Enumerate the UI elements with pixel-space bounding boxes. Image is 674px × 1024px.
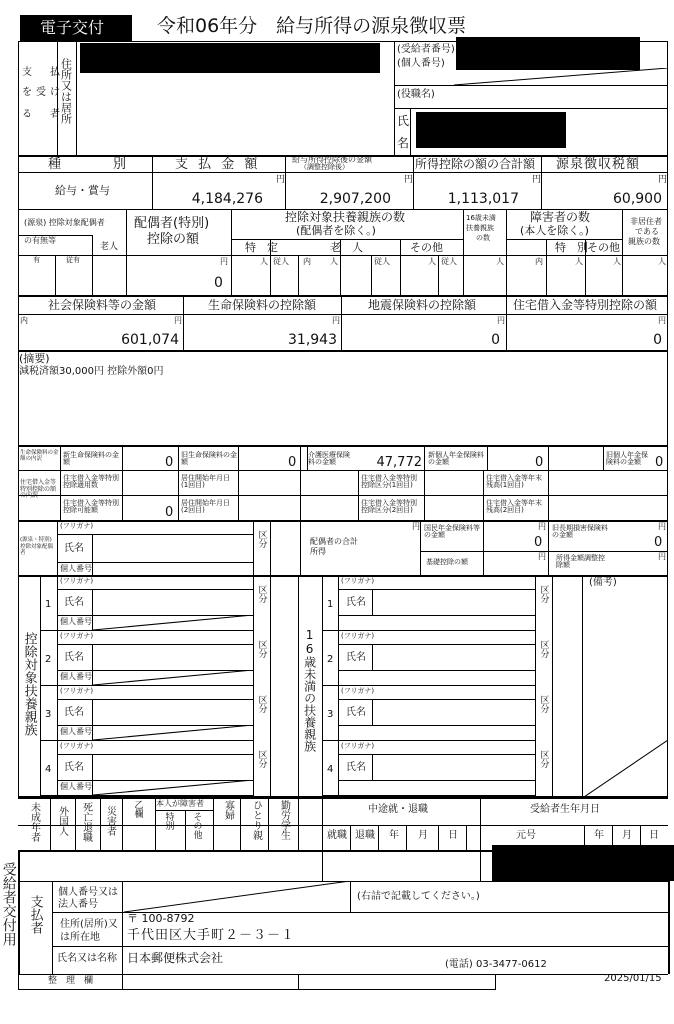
dep-right-name: 氏名 [346, 597, 366, 608]
payer-name-label: 氏名又は名称 [57, 953, 117, 964]
dep-title: 控除対象扶養親族の数 [285, 210, 406, 224]
spouse-block-label: (源泉・特別)控除対象配偶者 [20, 537, 54, 557]
badge-text: 電子交付 [40, 18, 105, 37]
payer-no-note: (右詰で記載してください。) [357, 891, 480, 902]
housing-type2-label: 住宅借入金等特別控除区分(2回目) [361, 499, 417, 514]
social-insurance-amount: 601,074 [121, 332, 179, 348]
yen-2: 円 [404, 175, 414, 185]
bottom-col-1: 外国人 [56, 806, 68, 836]
redacted-address [80, 43, 380, 73]
dep-elderly: 老 人 [330, 241, 363, 254]
disabled-sub: (本人を除く。) [520, 224, 589, 237]
housing-start2-label: 居住開始年月日(2回目) [181, 499, 230, 514]
basic-deduction-label: 基礎控除の額 [426, 558, 468, 566]
payee-label-2: を受け [22, 87, 64, 98]
dep-left-furigana: (フリガナ) [60, 632, 94, 640]
strike-line-2 [124, 881, 350, 912]
redacted-personal-no [456, 37, 640, 70]
under16-3: の数 [476, 234, 490, 242]
dep-left-name: 氏名 [64, 762, 84, 773]
spouse-yes: 有 [33, 256, 40, 264]
header-after-deduction-sub: （調整控除後） [300, 163, 349, 171]
uchi-1: 内 [303, 257, 311, 266]
dependents-right-label: 16歳未満の扶養親族 [302, 628, 317, 752]
dep-right-kubun: 区分 [538, 750, 549, 768]
dep-left-kubun: 区分 [256, 640, 267, 658]
nin-4: 人 [496, 257, 504, 266]
redacted-name [416, 112, 566, 148]
bottom-col-3: 災害者 [104, 806, 116, 836]
dep-right-kubun: 区分 [538, 640, 549, 658]
dep-left-num: 4 [45, 764, 52, 775]
notes-strike [584, 740, 668, 797]
adjust-yen: 円 [658, 552, 666, 561]
spouse-kubun: 区分 [256, 530, 267, 548]
page-title: 令和06年分 給与所得の源泉徴収票 [157, 15, 467, 37]
dep-left-num: 1 [45, 599, 52, 610]
birth-col-2: 月 [622, 830, 632, 841]
housing-type1-label: 住宅借入金等特別控除区分(1回目) [361, 474, 417, 489]
dep-left-name: 氏名 [64, 707, 84, 718]
dep-right-name: 氏名 [346, 707, 366, 718]
strike-line [454, 68, 668, 86]
dep-sub: (配偶者を除く。) [296, 224, 376, 237]
dep-left-name: 氏名 [64, 597, 84, 608]
payee-address-label: 住所又は居所 [59, 58, 73, 124]
new-pension-value: 0 [535, 455, 544, 470]
old-life-label: 旧生命保険料の金額 [181, 451, 237, 466]
ins-yen-3: 円 [497, 316, 505, 325]
issue-date: 2025/01/15 [604, 973, 662, 984]
housing-breakdown-label: 住宅借入金等特別控除の額の内訳 [20, 479, 57, 500]
dep-left-num: 3 [45, 709, 52, 720]
spouse-furigana: (フリガナ) [60, 522, 94, 530]
new-pension-label: 新個人年金保険料の金額 [428, 451, 484, 466]
payer-label: 支払者 [27, 895, 43, 934]
dep-left-kubun: 区分 [256, 750, 267, 768]
housing-possible-value: 0 [165, 505, 174, 520]
bottom-col-6: 特別 [163, 812, 174, 830]
dep-right-furigana: (フリガナ) [341, 632, 375, 640]
care-label: 介護医療保険料の金額 [308, 451, 350, 466]
bottom-col-8: 寡婦 [222, 800, 234, 820]
dep-left-furigana: (フリガナ) [60, 687, 94, 695]
dependents-left-label: 控除対象扶養親族 [21, 632, 37, 736]
spouse-h1: (源泉) 控除対象配偶者 [24, 218, 105, 227]
dep-right-furigana: (フリガナ) [341, 742, 375, 750]
payee-label-3: る 者 [22, 109, 64, 120]
dep-right-name: 氏名 [346, 652, 366, 663]
bottom-col-5: 本人が障害者 [156, 799, 204, 808]
spouse-income-label: 配偶者の合計所得 [310, 537, 358, 557]
header-withholding: 源泉徴収税額 [556, 157, 641, 172]
dep-right-num: 2 [327, 654, 334, 665]
nin-7: 人 [658, 257, 666, 266]
dep-left-kubun: 区分 [256, 585, 267, 603]
header-after-deduction: 給与所得控除後の金額 [292, 155, 372, 164]
dep-strike [93, 780, 253, 795]
under16-1: 16歳未満 [466, 214, 496, 222]
kind-value: 給与・賞与 [55, 184, 110, 197]
disabled-other: その他 [587, 241, 620, 254]
birth-col-3: 日 [649, 830, 659, 841]
yen-4: 円 [658, 175, 668, 185]
under16-2: 扶養親族 [466, 224, 494, 232]
basic-yen: 円 [538, 552, 546, 561]
dep-other: その他 [410, 241, 443, 254]
life-breakdown-label: 生命保険料の金額の内訳 [20, 450, 59, 463]
housing-count-label: 住宅借入金等特別控除適用数 [63, 474, 119, 489]
header-kind: 種 別 [48, 157, 127, 172]
total-deduction-amount: 1,113,017 [447, 191, 519, 207]
personal-no-label: (個人番号) [397, 58, 445, 69]
dep-left-num: 2 [45, 654, 52, 665]
bottom-col-2: 死亡退職 [80, 802, 92, 842]
dep-right-furigana: (フリガナ) [341, 577, 375, 585]
position-label: (役職名) [397, 89, 435, 100]
nin-3: 人 [428, 257, 436, 266]
spouse-h4: 配偶者(特別) [134, 216, 210, 231]
dep-left-personal: 個人番号 [60, 782, 92, 791]
ins-yen-2: 円 [332, 316, 340, 325]
nonres-2: である [635, 227, 659, 236]
ins-h1: 社会保険料等の金額 [48, 298, 157, 312]
old-long-value: 0 [654, 535, 663, 550]
payer-postal: 〒 100-8792 [127, 912, 195, 925]
spouse-no: 従有 [66, 256, 80, 264]
payer-name: 日本郵便株式会社 [127, 951, 224, 965]
payer-tel: (電話) 03-3477-0612 [445, 959, 547, 970]
dep-left-personal: 個人番号 [60, 672, 92, 681]
spouse-personal-label: 個人番号 [60, 564, 92, 573]
care-value: 47,772 [376, 455, 422, 470]
spouse-amount: 0 [214, 275, 223, 291]
midway-col-4: 日 [448, 830, 458, 841]
payer-no-label: 個人番号又は法人番号 [58, 887, 118, 910]
remarks-text: 減税済額30,000円 控除外額0円 [19, 366, 164, 377]
national-pension-value: 0 [534, 535, 543, 550]
nin-1: 人 [260, 257, 268, 266]
header-paid: 支 払 金 額 [175, 157, 261, 172]
jyu-1: 従人 [273, 257, 289, 266]
dep-left-furigana: (フリガナ) [60, 742, 94, 750]
housing-bal2-label: 住宅借入金等年末残高(2回目) [486, 499, 542, 514]
birth-label: 受給者生年月日 [530, 804, 600, 815]
spouse-h2: の有無等 [24, 236, 56, 245]
recipient-no-label: (受給者番号) [397, 44, 455, 55]
old-life-value: 0 [288, 455, 297, 470]
ins-h3: 地震保険料の控除額 [368, 298, 477, 312]
dep-left-name: 氏名 [64, 652, 84, 663]
dep-strike [93, 725, 253, 740]
spouse-yen: 円 [220, 257, 228, 266]
ins-yen-4: 円 [658, 316, 666, 325]
dep-strike [93, 615, 253, 630]
old-long-yen: 円 [658, 522, 666, 531]
dep-right-num: 1 [327, 599, 334, 610]
ins-h2: 生命保険料の控除額 [208, 298, 317, 312]
remarks-label: (摘要) [19, 352, 50, 365]
payee-label-1: 支 払 [22, 67, 64, 78]
old-pension-label: 旧個人年金保険料の金額 [606, 451, 648, 466]
dep-special: 特 定 [245, 241, 278, 254]
new-life-value: 0 [165, 455, 174, 470]
seiri-label: 整 理 欄 [48, 976, 94, 986]
yen-3: 円 [532, 175, 542, 185]
dep-strike [93, 670, 253, 685]
dep-left-kubun: 区分 [256, 695, 267, 713]
nonres-3: 親族の数 [628, 237, 660, 246]
new-life-label: 新生命保険料の金額 [63, 451, 119, 466]
redacted-payer-box [492, 845, 674, 881]
jyu-2: 従人 [374, 257, 390, 266]
notes-label: (備考) [589, 577, 617, 588]
bottom-col-0: 未成年者 [28, 802, 40, 842]
jyu-3: 従人 [441, 257, 457, 266]
bottom-col-7: その他 [191, 812, 202, 839]
uchi-2: 内 [535, 257, 543, 266]
midway-label: 中途就・退職 [368, 804, 428, 815]
national-pension-label: 国民年金保険料等の金額 [424, 524, 480, 539]
birth-col-1: 年 [594, 830, 604, 841]
earthquake-amount: 0 [491, 332, 500, 348]
midway-col-0: 就職 [327, 830, 347, 841]
old-long-label: 旧長期損害保険料の金額 [552, 524, 608, 539]
payer-addr-label: 住所(居所)又は所在地 [60, 919, 118, 943]
disabled-special: 特 別 [555, 241, 588, 254]
spouse-h3: 老人 [100, 242, 119, 252]
spouse-name-label: 氏名 [64, 543, 84, 554]
birth-col-0: 元号 [516, 830, 536, 841]
housing-loan-amount: 0 [653, 332, 662, 348]
disabled-title: 障害者の数 [530, 210, 591, 224]
dep-left-furigana: (フリガナ) [60, 577, 94, 585]
nin-5: 人 [575, 257, 583, 266]
national-pension-yen: 円 [538, 522, 546, 531]
midway-col-2: 年 [389, 830, 399, 841]
dep-left-personal: 個人番号 [60, 727, 92, 736]
spouse-income-yen: 円 [412, 522, 420, 531]
dep-right-kubun: 区分 [538, 585, 549, 603]
midway-col-1: 退職 [355, 830, 375, 841]
bottom-col-4: 乙欄 [132, 800, 143, 818]
yen-1: 円 [276, 175, 286, 185]
old-pension-value: 0 [655, 455, 664, 470]
dep-left-personal: 個人番号 [60, 617, 92, 626]
name-label-1: 氏 [397, 114, 410, 128]
ins-h4: 住宅借入金等特別控除の額 [513, 298, 658, 312]
nin-6: 人 [613, 257, 621, 266]
housing-start1-label: 居住開始年月日(1回目) [181, 474, 230, 489]
withholding-amount: 60,900 [613, 191, 662, 207]
dep-right-furigana: (フリガナ) [341, 687, 375, 695]
midway-col-3: 月 [418, 830, 428, 841]
paid-amount: 4,184,276 [191, 191, 263, 207]
ins-yen-1: 円 [174, 316, 182, 325]
adjust-label: 所得金額調整控除額 [556, 554, 605, 569]
dep-right-kubun: 区分 [538, 695, 549, 713]
dep-right-num: 4 [327, 764, 334, 775]
name-label-2: 名 [397, 136, 410, 150]
dep-right-name: 氏名 [346, 762, 366, 773]
payer-address: 千代田区大手町２－３－１ [127, 928, 296, 943]
housing-possible-label: 住宅借入金等特別控除可能額 [63, 499, 119, 514]
nin-2: 人 [330, 257, 338, 266]
spouse-h5: 控除の額 [147, 232, 200, 247]
ins-uchi: 内 [20, 316, 28, 325]
copy-label: 受給者交付用 [0, 862, 17, 946]
nonres-1: 非居住者 [630, 217, 662, 226]
life-insurance-amount: 31,943 [288, 332, 337, 348]
bottom-col-9: ひとり親 [250, 800, 262, 840]
housing-bal1-label: 住宅借入金等年末残高(1回目) [486, 474, 542, 489]
bottom-col-10: 勤労学生 [278, 800, 290, 840]
dep-right-num: 3 [327, 709, 334, 720]
header-total-deduction: 所得控除の額の合計額 [415, 157, 536, 171]
after-deduction-amount: 2,907,200 [319, 191, 391, 207]
